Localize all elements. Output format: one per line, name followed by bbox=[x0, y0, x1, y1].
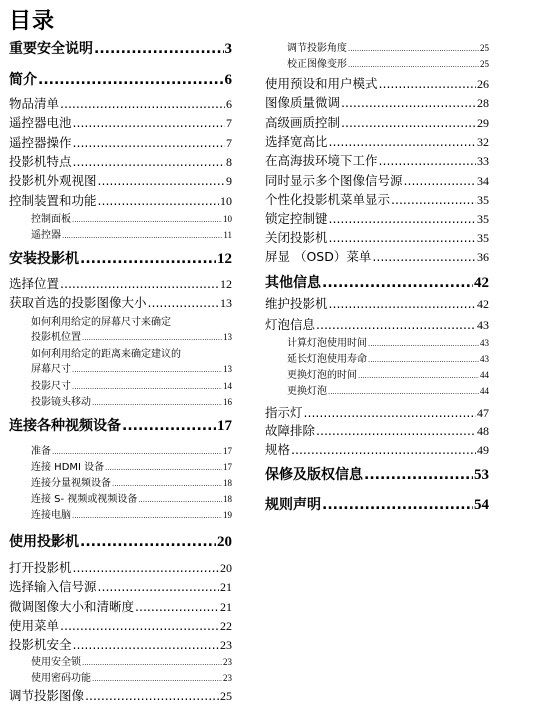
toc-entry[interactable] bbox=[265, 350, 489, 365]
toc-page-number: 33 bbox=[477, 154, 489, 168]
toc-page-number: 23 bbox=[223, 657, 232, 667]
dot-leader bbox=[52, 446, 222, 457]
toc-entry[interactable] bbox=[9, 531, 232, 551]
dot-leader bbox=[135, 599, 219, 614]
toc-page-number: 11 bbox=[223, 230, 232, 240]
toc-entry-title: 使用菜单 bbox=[9, 618, 60, 633]
toc-page-number: 13 bbox=[223, 364, 232, 374]
dot-leader bbox=[60, 276, 219, 291]
toc-page-number: 43 bbox=[480, 338, 489, 348]
toc-entry[interactable] bbox=[265, 39, 489, 54]
toc-entry[interactable] bbox=[9, 653, 232, 668]
dot-leader bbox=[80, 534, 216, 550]
dot-leader bbox=[82, 657, 222, 668]
toc-entry-title: 延长灯泡使用寿命 bbox=[287, 354, 367, 365]
toc-entry[interactable] bbox=[9, 442, 232, 457]
toc-entry-title: 控制面板 bbox=[31, 214, 71, 225]
toc-page-number: 18 bbox=[223, 478, 232, 488]
dot-leader bbox=[322, 275, 473, 291]
dot-leader bbox=[364, 467, 473, 483]
toc-entry[interactable] bbox=[9, 210, 232, 225]
toc-entry-title: 其他信息 bbox=[265, 275, 321, 291]
toc-entry-title: 连接分量视频设备 bbox=[31, 478, 111, 489]
toc-page-number: 53 bbox=[474, 467, 489, 483]
dot-leader bbox=[73, 135, 225, 150]
toc-entry[interactable] bbox=[9, 490, 232, 505]
toc-entry-title: 获取首选的投影图像大小 bbox=[9, 295, 147, 310]
dot-leader bbox=[60, 618, 219, 633]
toc-entry[interactable] bbox=[9, 474, 232, 489]
toc-entry[interactable] bbox=[265, 228, 489, 246]
toc-entry-title: 同时显示多个图像信号源 bbox=[265, 173, 403, 188]
toc-entry-title: 选择位置 bbox=[9, 276, 60, 291]
toc-entry[interactable] bbox=[265, 247, 489, 265]
toc-entry[interactable] bbox=[9, 171, 232, 189]
toc-entry[interactable] bbox=[265, 151, 489, 169]
dot-leader bbox=[304, 405, 476, 420]
toc-page-number: 47 bbox=[477, 406, 489, 420]
toc-entry[interactable] bbox=[265, 74, 489, 92]
toc-entry[interactable] bbox=[265, 272, 489, 292]
dot-leader bbox=[368, 338, 479, 349]
toc-entry-title: 指示灯 bbox=[265, 405, 303, 420]
toc-entry-title: 投影镜头移动 bbox=[31, 397, 91, 408]
toc-entry[interactable] bbox=[9, 458, 232, 473]
toc-entry-title: 打开投影机 bbox=[9, 560, 72, 575]
toc-entry-title: 如何利用给定的屏幕尺寸来确定 bbox=[31, 317, 171, 328]
toc-entry[interactable] bbox=[265, 132, 489, 150]
toc-entry[interactable] bbox=[9, 152, 232, 170]
toc-page-number: 43 bbox=[477, 318, 489, 332]
toc-entry[interactable] bbox=[9, 393, 232, 408]
toc-entry[interactable] bbox=[9, 133, 232, 151]
toc-entry-title: 屏显 （OSD）菜单 bbox=[265, 249, 372, 264]
toc-page-number: 42 bbox=[474, 275, 489, 291]
dot-leader bbox=[80, 251, 216, 267]
toc-page-number: 49 bbox=[477, 443, 489, 457]
toc-entry-title: 校正图像变形 bbox=[287, 59, 347, 70]
toc-page-number: 28 bbox=[477, 96, 489, 110]
toc-page-number: 7 bbox=[226, 136, 232, 150]
toc-page-number: 3 bbox=[224, 41, 232, 57]
toc-entry-title: 故障排除 bbox=[265, 423, 316, 438]
toc-entry[interactable] bbox=[265, 113, 489, 131]
dot-leader bbox=[73, 560, 219, 575]
toc-entry-title: 个性化投影机菜单显示 bbox=[265, 192, 391, 207]
toc-page-number: 20 bbox=[220, 561, 232, 575]
dot-leader bbox=[316, 317, 476, 332]
toc-page-number: 42 bbox=[477, 297, 489, 311]
dot-leader bbox=[98, 193, 219, 208]
dot-leader bbox=[404, 173, 476, 188]
dot-leader bbox=[60, 96, 225, 111]
dot-leader bbox=[348, 43, 479, 54]
toc-page-number: 13 bbox=[223, 332, 232, 342]
toc-entry[interactable] bbox=[265, 382, 489, 397]
toc-entry-title: 安装投影机 bbox=[9, 251, 79, 267]
toc-entry[interactable] bbox=[265, 171, 489, 189]
toc-entry-title-continued: 投影机位置 bbox=[31, 332, 81, 343]
toc-page-number: 29 bbox=[477, 116, 489, 130]
toc-page-number: 14 bbox=[223, 381, 232, 391]
dot-leader bbox=[316, 423, 476, 438]
toc-entry-title: 规则声明 bbox=[265, 497, 321, 513]
toc-page-number: 21 bbox=[220, 580, 232, 594]
toc-entry-title: 遥控器 bbox=[31, 230, 61, 241]
toc-page-number: 23 bbox=[220, 638, 232, 652]
toc-entry-title: 更换灯泡的时间 bbox=[287, 370, 357, 381]
toc-entry[interactable] bbox=[265, 421, 489, 439]
dot-leader bbox=[322, 497, 473, 513]
toc-page-number: 25 bbox=[480, 59, 489, 69]
toc-entry[interactable] bbox=[265, 440, 489, 458]
toc-entry-title: 遥控器电池 bbox=[9, 115, 72, 130]
toc-entry-title: 遥控器操作 bbox=[9, 135, 72, 150]
toc-entry-title: 维护投影机 bbox=[265, 296, 328, 311]
toc-entry-title: 规格 bbox=[265, 442, 291, 457]
dot-leader bbox=[98, 173, 225, 188]
dot-leader bbox=[82, 332, 222, 343]
dot-leader bbox=[148, 295, 219, 310]
dot-leader bbox=[92, 673, 222, 684]
dot-leader bbox=[329, 211, 476, 226]
toc-entry[interactable] bbox=[9, 686, 232, 704]
toc-entry-title: 连接 S- 视频或视频设备 bbox=[31, 494, 138, 505]
toc-page-number: 18 bbox=[223, 494, 232, 504]
dot-leader bbox=[73, 154, 225, 169]
toc-page-number: 12 bbox=[217, 251, 232, 267]
toc-entry-title: 锁定控制键 bbox=[265, 211, 328, 226]
dot-leader bbox=[328, 386, 479, 397]
toc-page-number: 26 bbox=[477, 77, 489, 91]
toc-page-number: 21 bbox=[220, 600, 232, 614]
dot-leader bbox=[372, 249, 476, 264]
toc-page-number: 54 bbox=[474, 497, 489, 513]
toc-entry-title: 重要安全说明 bbox=[9, 41, 93, 57]
page-title: 目录 bbox=[9, 9, 56, 34]
toc-page-number: 10 bbox=[223, 214, 232, 224]
toc-page-number: 20 bbox=[217, 534, 232, 550]
toc-page-number: 8 bbox=[226, 155, 232, 169]
toc-entry[interactable] bbox=[9, 113, 232, 131]
dot-leader bbox=[73, 115, 225, 130]
toc-page-number: 34 bbox=[477, 174, 489, 188]
toc-page-number: 16 bbox=[223, 397, 232, 407]
dot-leader bbox=[329, 296, 476, 311]
dot-leader bbox=[105, 462, 222, 473]
dot-leader bbox=[391, 192, 476, 207]
toc-page-number: 32 bbox=[477, 135, 489, 149]
toc-page-number: 44 bbox=[480, 386, 489, 396]
toc-entry[interactable] bbox=[9, 558, 232, 576]
toc-entry-title: 使用安全锁 bbox=[31, 657, 81, 668]
toc-entry-title: 使用投影机 bbox=[9, 534, 79, 550]
toc-entry-title: 准备 bbox=[31, 446, 51, 457]
toc-entry[interactable] bbox=[9, 616, 232, 634]
dot-leader bbox=[62, 230, 222, 241]
dot-leader bbox=[92, 397, 222, 408]
toc-entry-title: 简介 bbox=[9, 72, 37, 88]
toc-entry[interactable] bbox=[265, 464, 489, 484]
toc-entry[interactable] bbox=[265, 93, 489, 111]
toc-page-number: 35 bbox=[477, 212, 489, 226]
toc-entry[interactable] bbox=[9, 377, 232, 392]
toc-entry-title: 控制装置和功能 bbox=[9, 193, 97, 208]
dot-leader bbox=[348, 59, 479, 70]
toc-page-number: 10 bbox=[220, 194, 232, 208]
toc-entry-title: 计算灯泡使用时间 bbox=[287, 338, 367, 349]
toc-page-number: 22 bbox=[220, 619, 232, 633]
toc-page-number: 25 bbox=[220, 689, 232, 703]
dot-leader bbox=[73, 637, 219, 652]
dot-leader bbox=[368, 354, 479, 365]
toc-entry-title: 微调图像大小和清晰度 bbox=[9, 599, 135, 614]
toc-entry[interactable] bbox=[265, 190, 489, 208]
toc-entry-title: 在高海拔环境下工作 bbox=[265, 153, 378, 168]
dot-leader bbox=[358, 370, 479, 381]
dot-leader bbox=[122, 418, 216, 434]
toc-entry-title: 选择宽高比 bbox=[265, 134, 328, 149]
toc-page-number: 17 bbox=[217, 418, 232, 434]
toc-entry[interactable] bbox=[9, 226, 232, 241]
toc-entry-title: 使用预设和用户模式 bbox=[265, 76, 378, 91]
toc-entry[interactable] bbox=[9, 248, 232, 268]
toc-entry-title: 保修及版权信息 bbox=[265, 467, 363, 483]
toc-page-number: 43 bbox=[480, 354, 489, 364]
dot-leader bbox=[72, 381, 222, 392]
toc-entry[interactable] bbox=[265, 294, 489, 312]
dot-leader bbox=[138, 494, 222, 505]
toc-page-number: 44 bbox=[480, 370, 489, 380]
toc-entry[interactable] bbox=[9, 635, 232, 653]
dot-leader bbox=[72, 214, 222, 225]
toc-entry[interactable] bbox=[9, 669, 232, 684]
toc-entry[interactable] bbox=[9, 415, 232, 435]
toc-page-number: 7 bbox=[226, 116, 232, 130]
toc-entry[interactable] bbox=[9, 597, 232, 615]
toc-entry-title: 投影尺寸 bbox=[31, 381, 71, 392]
toc-entry[interactable] bbox=[9, 577, 232, 595]
toc-entry[interactable] bbox=[9, 313, 232, 343]
toc-entry[interactable] bbox=[265, 403, 489, 421]
dot-leader bbox=[379, 153, 476, 168]
toc-entry-title: 使用密码功能 bbox=[31, 673, 91, 684]
toc-entry-title: 如何利用给定的距离来确定建议的 bbox=[31, 349, 181, 360]
dot-leader bbox=[341, 115, 476, 130]
dot-leader bbox=[291, 442, 476, 457]
toc-entry[interactable] bbox=[265, 334, 489, 349]
toc-page-number: 35 bbox=[477, 193, 489, 207]
toc-entry[interactable] bbox=[9, 274, 232, 292]
dot-leader bbox=[72, 510, 222, 521]
toc-entry[interactable] bbox=[265, 209, 489, 227]
toc-entry-title: 连接各种视频设备 bbox=[9, 418, 121, 434]
toc-entry[interactable] bbox=[9, 506, 232, 521]
toc-page-number: 17 bbox=[223, 462, 232, 472]
toc-entry[interactable] bbox=[9, 345, 232, 375]
toc-entry-title: 投影机外观视图 bbox=[9, 173, 97, 188]
toc-entry[interactable] bbox=[9, 293, 232, 311]
toc-page-number: 12 bbox=[220, 277, 232, 291]
toc-entry-title: 关闭投影机 bbox=[265, 230, 328, 245]
toc-entry[interactable] bbox=[9, 38, 232, 58]
toc-entry-title: 投影机特点 bbox=[9, 154, 72, 169]
dot-leader bbox=[329, 230, 476, 245]
toc-entry[interactable] bbox=[265, 55, 489, 70]
toc-page-number: 23 bbox=[223, 673, 232, 683]
dot-leader bbox=[341, 95, 476, 110]
dot-leader bbox=[72, 364, 222, 375]
toc-page-number: 6 bbox=[224, 72, 232, 88]
toc-page-number: 48 bbox=[477, 424, 489, 438]
toc-entry[interactable] bbox=[265, 366, 489, 381]
dot-leader bbox=[379, 76, 476, 91]
toc-entry[interactable] bbox=[265, 315, 489, 333]
toc-entry-title: 物品清单 bbox=[9, 96, 60, 111]
toc-entry-title: 连接电脑 bbox=[31, 510, 71, 521]
dot-leader bbox=[94, 41, 224, 57]
toc-page-number: 17 bbox=[223, 446, 232, 456]
toc-page-number: 13 bbox=[220, 296, 232, 310]
toc-page-number: 35 bbox=[477, 231, 489, 245]
toc-entry-title: 投影机安全 bbox=[9, 637, 72, 652]
toc-page-number: 6 bbox=[226, 97, 232, 111]
toc-page-number: 19 bbox=[223, 510, 232, 520]
dot-leader bbox=[112, 478, 222, 489]
toc-page-number: 36 bbox=[477, 250, 489, 264]
toc-page-number: 9 bbox=[226, 174, 232, 188]
toc-entry[interactable] bbox=[265, 494, 489, 514]
toc-entry[interactable] bbox=[9, 94, 232, 112]
toc-entry-title: 图像质量微调 bbox=[265, 95, 341, 110]
toc-entry-title: 调节投影图像 bbox=[9, 688, 85, 703]
toc-entry-title-continued: 屏幕尺寸 bbox=[31, 364, 71, 375]
dot-leader bbox=[38, 72, 224, 88]
toc-entry-title: 高级画质控制 bbox=[265, 115, 341, 130]
dot-leader bbox=[85, 688, 219, 703]
toc-entry-title: 连接 HDMI 设备 bbox=[31, 462, 105, 473]
toc-page-number: 25 bbox=[480, 43, 489, 53]
toc-entry-title: 更换灯泡 bbox=[287, 386, 327, 397]
toc-entry-title: 灯泡信息 bbox=[265, 317, 316, 332]
toc-entry[interactable] bbox=[9, 69, 232, 89]
toc-entry[interactable] bbox=[9, 191, 232, 209]
toc-entry-title: 选择输入信号源 bbox=[9, 579, 97, 594]
dot-leader bbox=[329, 134, 476, 149]
dot-leader bbox=[98, 579, 219, 594]
toc-entry-title: 调节投影角度 bbox=[287, 43, 347, 54]
